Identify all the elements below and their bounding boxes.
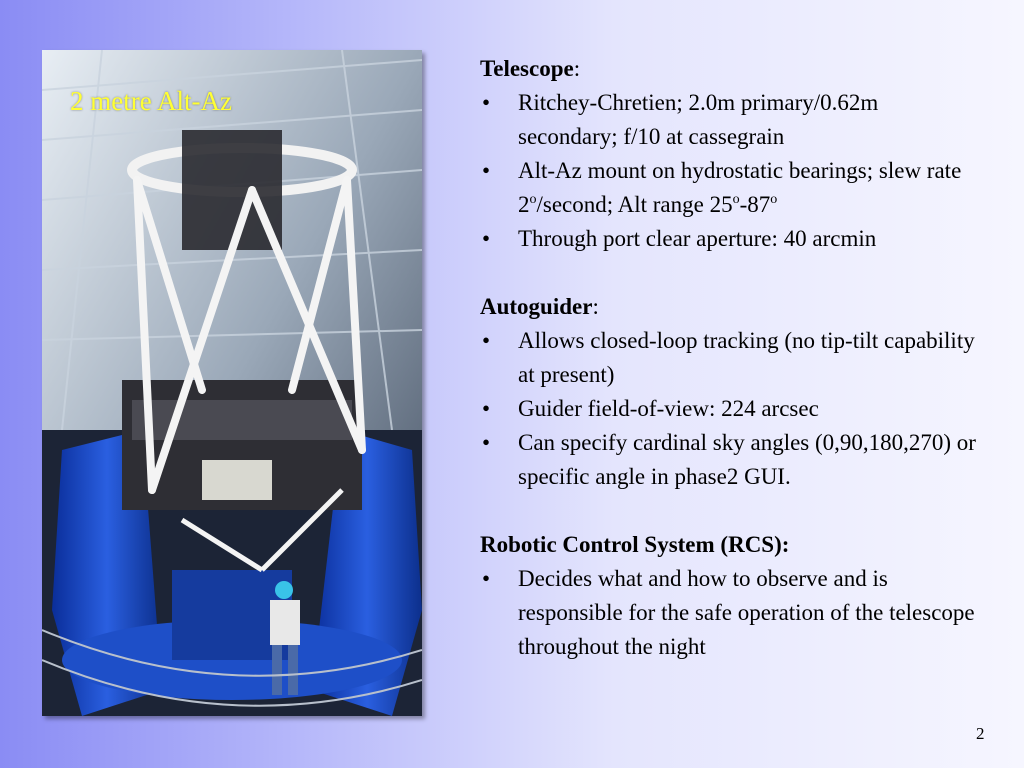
photo-caption: 2 metre Alt-Az xyxy=(70,86,232,116)
rcs-bullets xyxy=(480,562,980,664)
list-item: • Ritchey-Chretien; 2.0m primary/0.62m secondary; f/10 at cassegrain xyxy=(480,86,980,154)
autoguider-section xyxy=(480,290,980,494)
telescope-heading: Telescope: xyxy=(480,56,581,81)
rcs-heading: Robotic Control System (RCS): xyxy=(480,532,790,557)
page-number: 2 xyxy=(976,724,985,743)
list-item: • Allows closed-loop tracking (no tip-tilt capability at present) xyxy=(480,324,980,392)
list-item: • Decides what and how to observe and is responsible for the safe operation of the telescope throughout the night xyxy=(480,562,980,664)
slide-content xyxy=(480,52,980,664)
list-item: • Guider field-of-view: 224 arcsec xyxy=(480,392,980,426)
autoguider-heading: Autoguider: xyxy=(480,294,599,319)
list-item: • Can specify cardinal sky angles (0,90,180,270) or specific angle in phase2 GUI. xyxy=(480,426,980,494)
telescope-section xyxy=(480,52,980,256)
list-item: • Alt-Az mount on hydrostatic bearings; slew rate 2$^o$/second; Alt range 25$^o$-87$^o$ xyxy=(480,154,980,222)
autoguider-bullets xyxy=(480,324,980,494)
telescope-photo xyxy=(42,50,422,716)
rcs-section xyxy=(480,528,980,664)
telescope-photo-icon xyxy=(42,50,422,716)
telescope-bullets xyxy=(480,86,980,256)
list-item: • Through port clear aperture: 40 arcmin xyxy=(480,222,980,256)
